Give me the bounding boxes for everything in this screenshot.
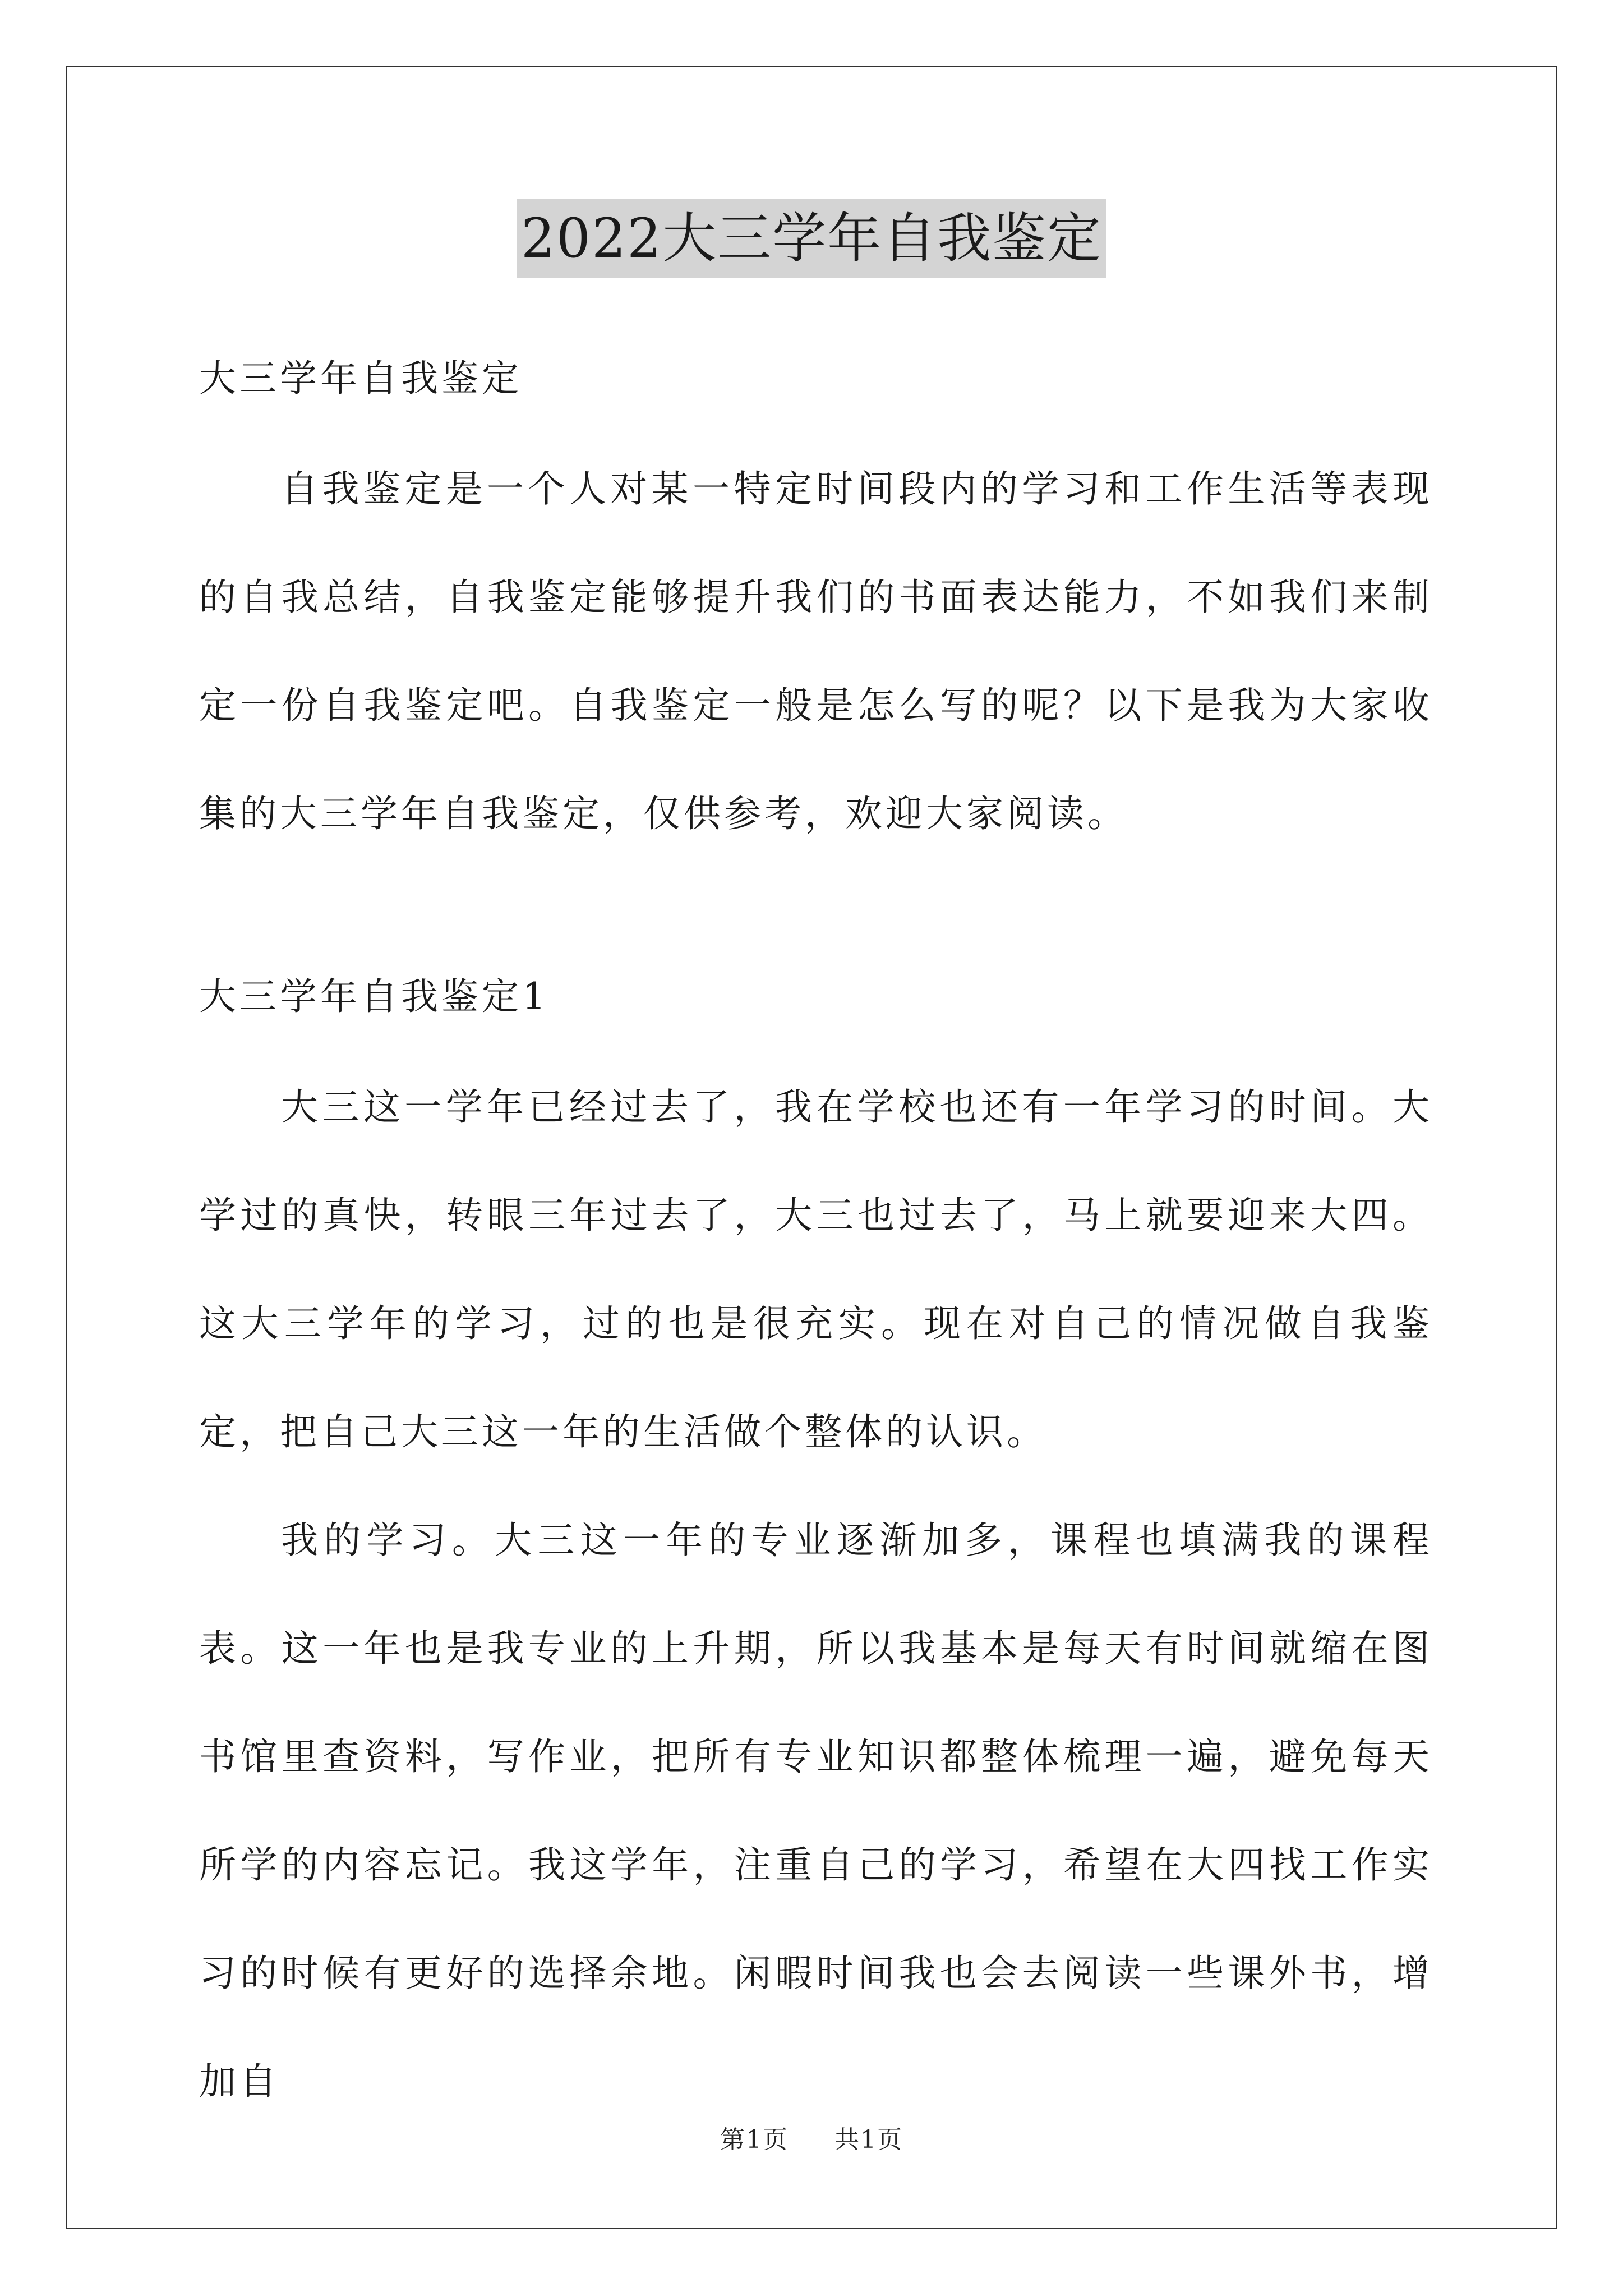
page-count: 共1页 — [834, 2125, 903, 2154]
page-number: 第1页 — [720, 2125, 789, 2154]
section-heading: 大三学年自我鉴定1 — [199, 975, 549, 1018]
paragraph: 大三这一学年已经过去了，我在学校也还有一年学习的时间。大学过的真快，转眼三年过去了，大三也过去了，马上就要迎来大四。这大三学年的学习，过的也是很充实。现在对自己的情况做自我鉴定，把自己大三这一年的生活做个整体的认识。 — [199, 1085, 1433, 1453]
page-footer — [0, 2123, 1623, 2157]
paragraph: 我的学习。大三这一年的专业逐渐加多，课程也填满我的课程表。这一年也是我专业的上升期，所以我基本是每天有时间就缩在图书馆里查资料，写作业，把所有专业知识都整体梳理一遍，避免每天所学的内容忘记。我这学年，注重自己的学习，希望在大四找工作实习的时候有更好的选择余地。闲暇时间我也会去阅读一些课外书，增加自 — [199, 1519, 1433, 2103]
spacer — [199, 418, 1433, 435]
document-body — [199, 339, 1433, 2136]
document-title: 2022大三学年自我鉴定 — [517, 199, 1106, 278]
spacer — [199, 1036, 1433, 1053]
spacer — [199, 868, 1433, 958]
paragraph: 自我鉴定是一个人对某一特定时间段内的学习和工作生活等表现的自我总结，自我鉴定能够提升我们的书面表达能力，不如我们来制定一份自我鉴定吧。自我鉴定一般是怎么写的呢？以下是我为大家收集的大三学年自我鉴定，仅供参考，欢迎大家阅读。 — [199, 467, 1433, 835]
title-area — [0, 199, 1623, 278]
section-heading: 大三学年自我鉴定 — [199, 357, 522, 400]
